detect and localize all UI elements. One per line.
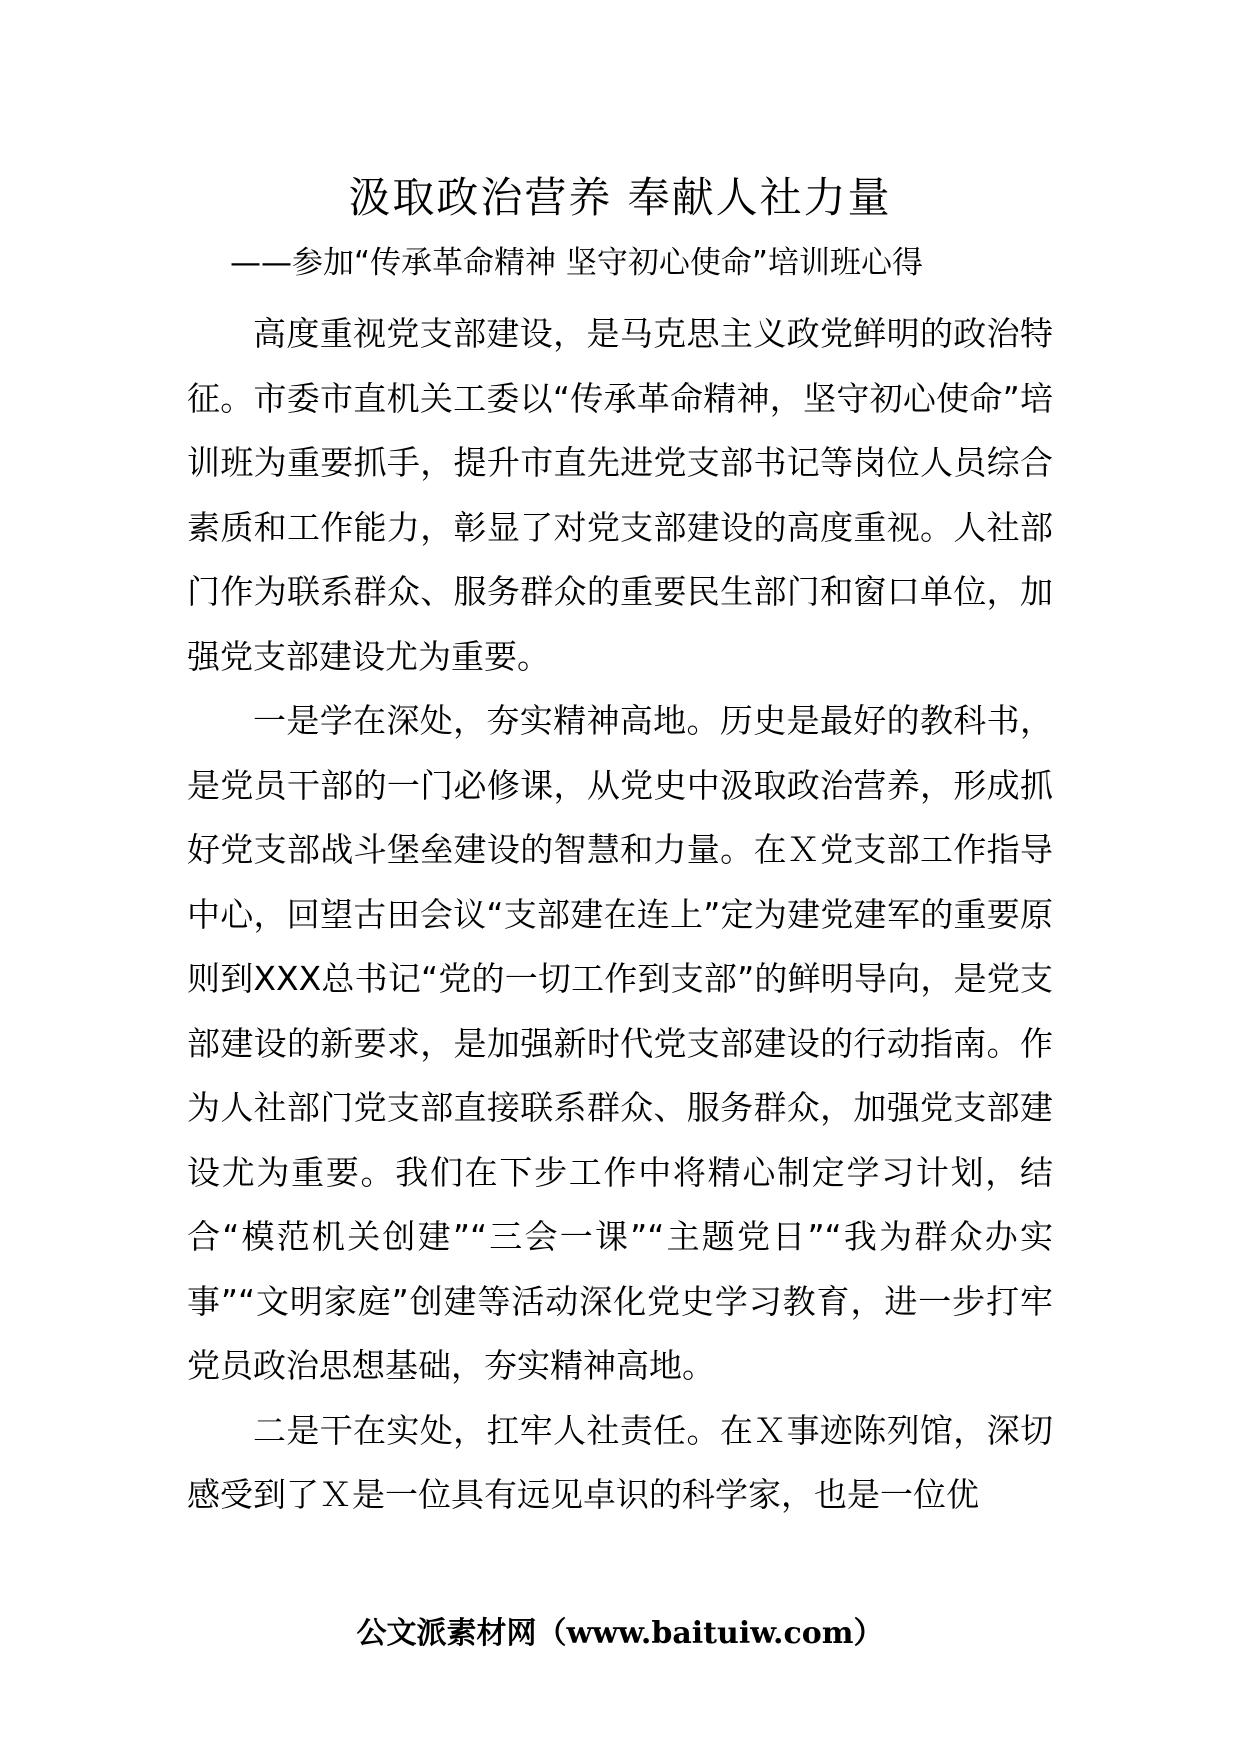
document-title: 汲取政治营养 奉献人社力量 — [348, 173, 892, 222]
footer-watermark: 公文派素材网（www.baituiw.com） — [356, 1616, 884, 1651]
paragraph-intro: 高度重视党支部建设，是马克思主义政党鲜明的政治特征。市委市直机关工委以“传承革命精神，坚守初心使命”培训班为重要抓手，提升市直先进党支部书记等岗位人员综合素质和工作能力，彰显了对党支部建设的高度重视。人社部门作为联系群众、服务群众的重要民生部门和窗口单位，加强党支部建设尤为重要。 — [187, 314, 1053, 676]
paragraph-point-one: 一是学在深处，夯实精神高地。历史是最好的教科书，是党员干部的一门必修课，从党史中汲取政治营养，形成抓好党支部战斗堡垒建设的智慧和力量。在Ｘ党支部工作指导中心，回望古田会议“支部建在连上”定为建党建军的重要原则到XXX总书记“党的一切工作到支部”的鲜明导向，是党支部建设的新要求，是加强新时代党支部建设的行动指南。作为人社部门党支部直接联系群众、服务群众，加强党支部建设尤为重要。我们在下步工作中将精心制定学习计划，结合“模范机关创建”“三会一课”“主题党日”“我为群众办实事”“文明家庭”创建等活动深化党史学习教育，进一步打牢党员政治思想基础，夯实精神高地。 — [187, 701, 1054, 1385]
document-body — [187, 302, 1053, 1528]
paragraph-point-two: 二是干在实处，扛牢人社责任。在Ｘ事迹陈列馆，深切感受到了Ｘ是一位具有远见卓识的科学家，也是一位优 — [187, 1410, 1053, 1514]
document-subtitle: ——参加“传承革命精神 坚守初心使命”培训班心得 — [230, 245, 923, 281]
